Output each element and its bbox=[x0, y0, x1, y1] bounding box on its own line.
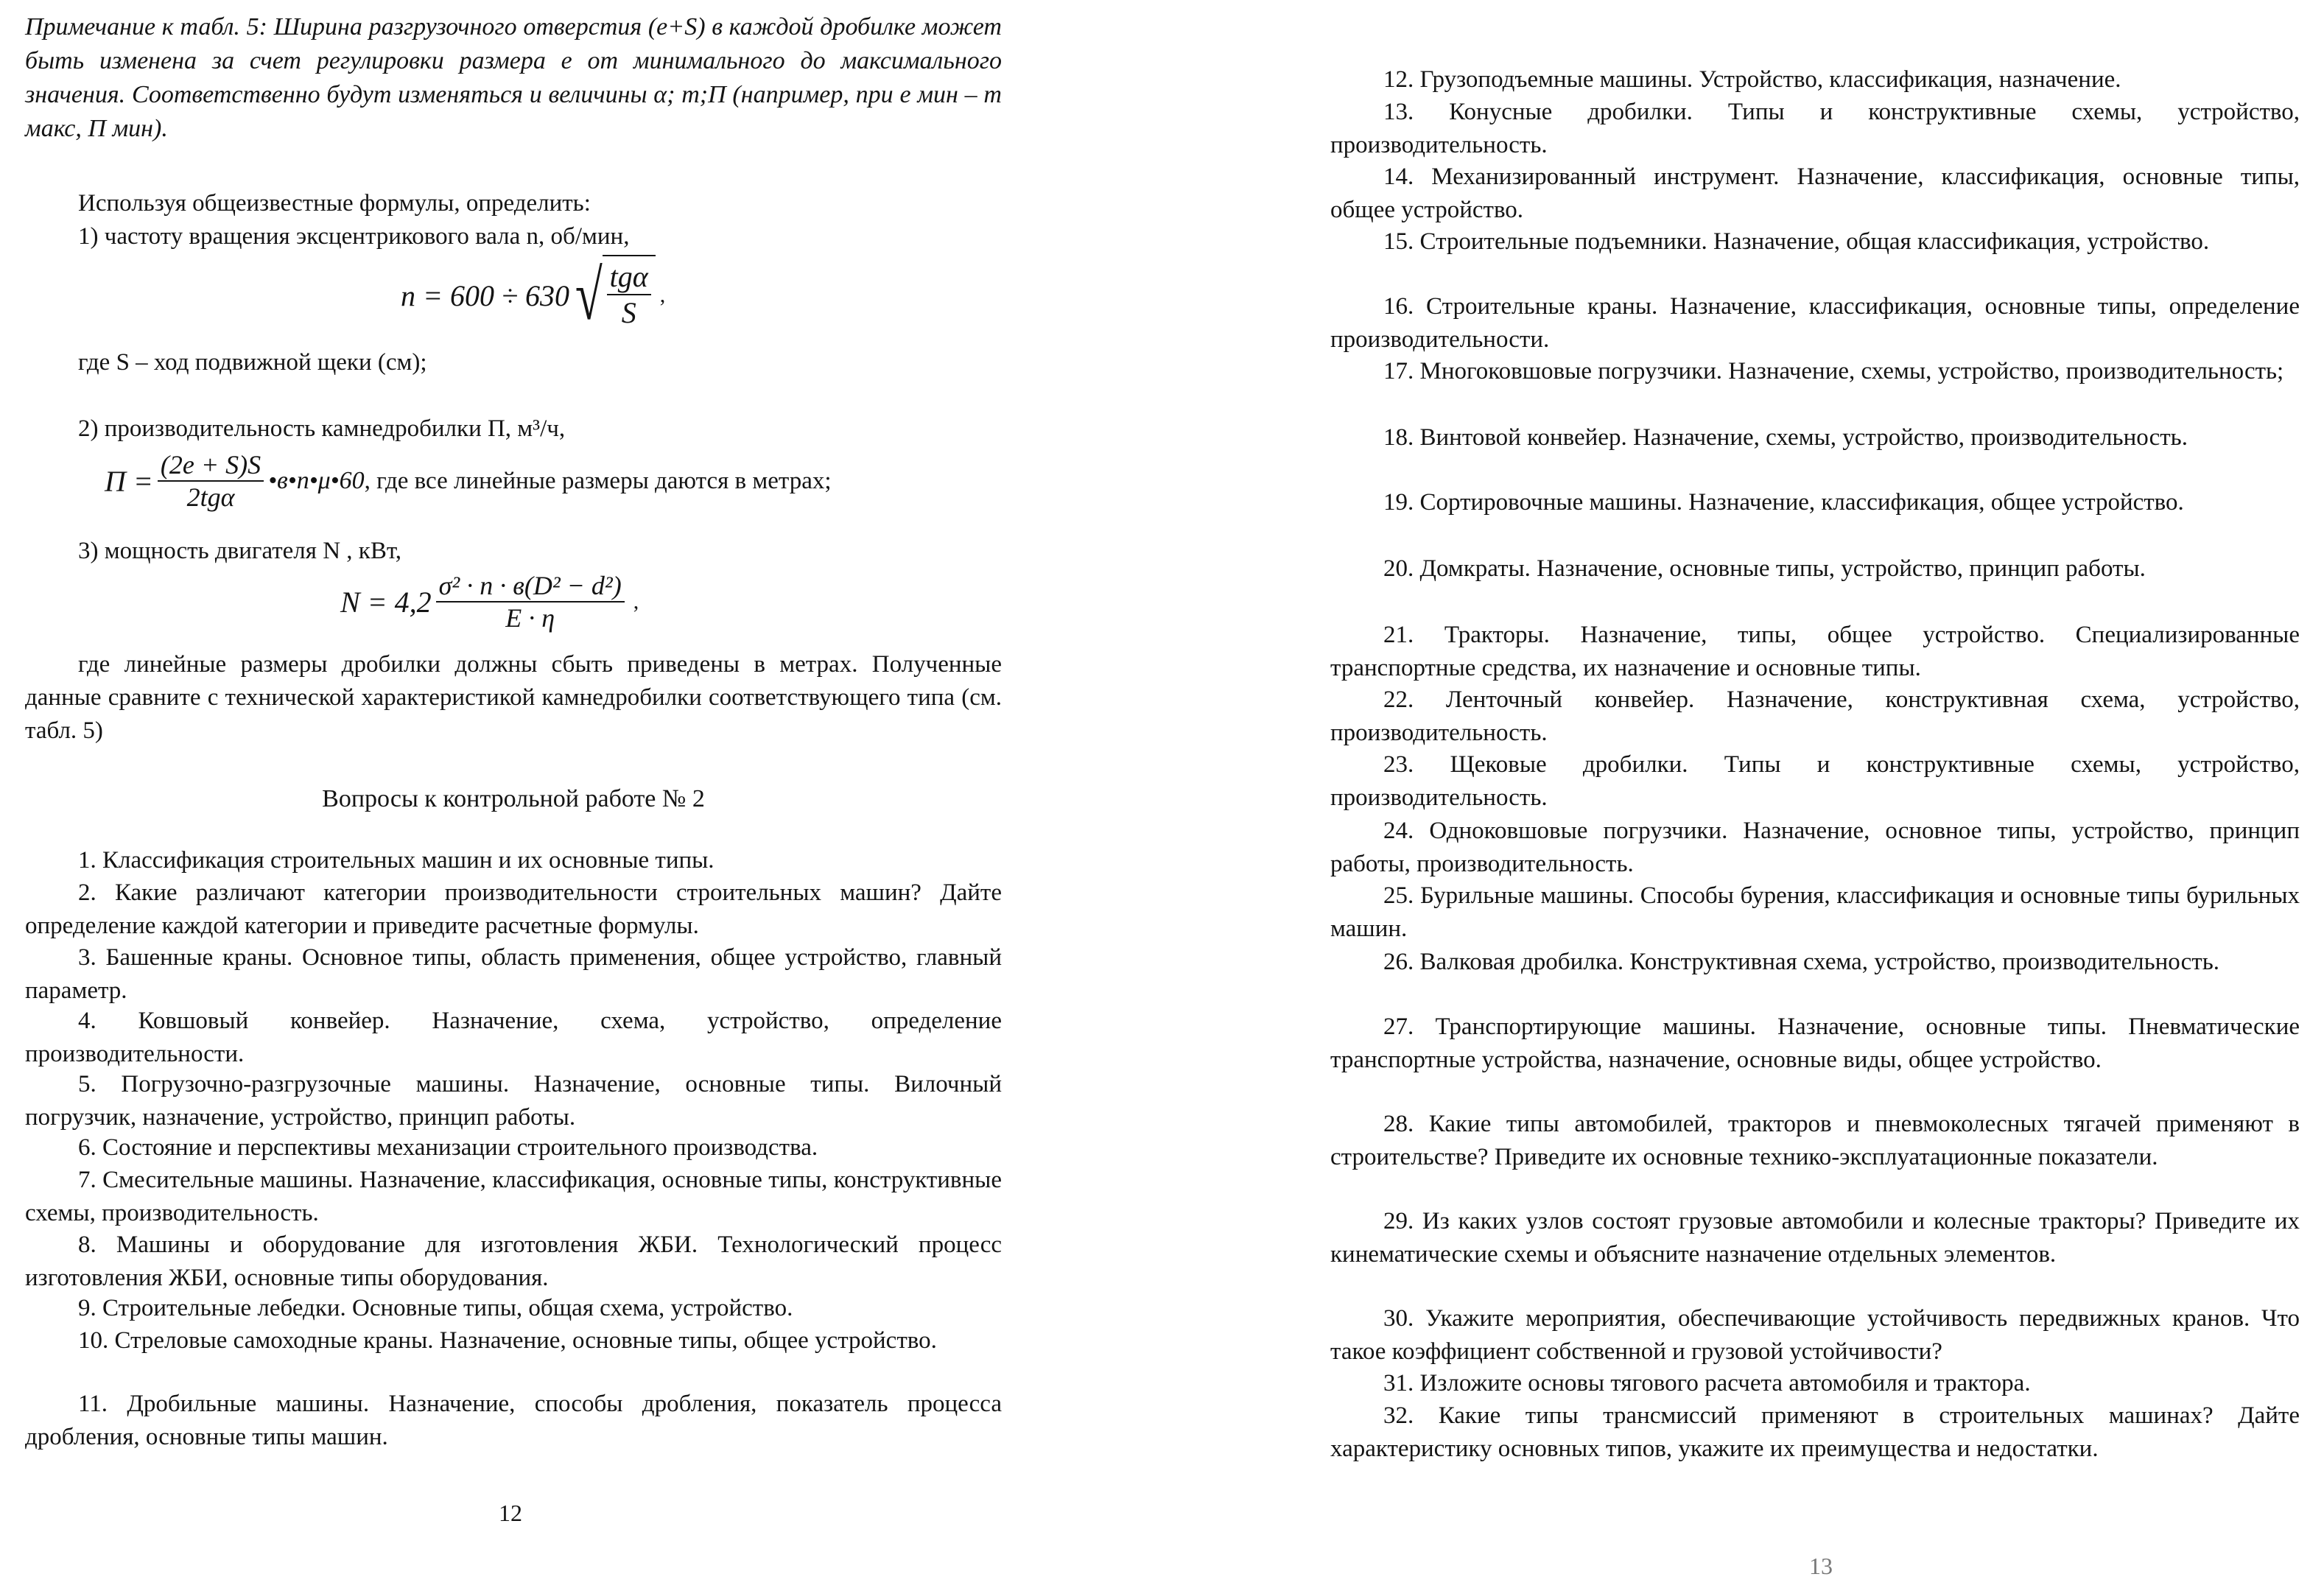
formula-1-fraction bbox=[607, 259, 651, 336]
formula-3-lhs: N = 4,2 bbox=[340, 585, 432, 619]
question-item: 15. Строительные подъемники. Назначение, общая классификация, устройство. bbox=[1383, 228, 2210, 255]
page-number-right: 13 bbox=[1809, 1553, 1833, 1579]
question-item: 10. Стреловые самоходные краны. Назначение, основные типы, общее устройство. bbox=[78, 1327, 937, 1354]
question-item: 8. Машины и оборудование для изготовления ЖБИ. Технологический процесс изготовления ЖБИ, основные типы оборудования. bbox=[25, 1232, 1002, 1291]
formula-1-den: S bbox=[621, 296, 636, 329]
question-item: 5. Погрузочно-разгрузочные машины. Назначение, основные типы. Вилочный погрузчик, назначение, устройство, принцип работы. bbox=[25, 1071, 1002, 1131]
formula-productivity bbox=[105, 449, 832, 513]
formula-motor-power bbox=[340, 570, 639, 633]
formula-2-lhs: П = bbox=[105, 464, 153, 498]
question-item: 4. Ковшовый конвейер. Назначение, схема, устройство, определение производительности. bbox=[25, 1008, 1002, 1067]
question-item: 18. Винтовой конвейер. Назначение, схемы, устройство, производительность. bbox=[1383, 424, 2188, 451]
sqrt-sign: √ $\frac{\text{tgα}}{S}$ bbox=[569, 255, 656, 336]
question-item: 9. Строительные лебедки. Основные типы, общая схема, устройство. bbox=[78, 1295, 793, 1321]
question-item: 6. Состояние и перспективы механизации строительного производства. bbox=[78, 1134, 818, 1161]
formula-rotation-speed bbox=[401, 255, 665, 336]
question-item: 30. Укажите мероприятия, обеспечивающие устойчивость передвижных кранов. Что такое коэффициент собственной и грузовой устойчивости? bbox=[1330, 1305, 2300, 1365]
question-item: 13. Конусные дробилки. Типы и конструктивные схемы, устройство, производительность. bbox=[1330, 99, 2300, 158]
question-item: 27. Транспортирующие машины. Назначение, основные типы. Пневматические транспортные устройства, назначение, основные виды, общее устройство. bbox=[1330, 1013, 2300, 1073]
question-item: 21. Тракторы. Назначение, типы, общее устройство. Специализированные транспортные средства, их назначение и основные типы. bbox=[1330, 622, 2300, 681]
question-item: 19. Сортировочные машины. Назначение, классификация, общее устройство. bbox=[1383, 489, 2184, 516]
formula-1-lhs: n = 600 ÷ 630 bbox=[401, 278, 569, 312]
question-item: 23. Щековые дробилки. Типы и конструктивные схемы, устройство, производительность. bbox=[1330, 751, 2300, 811]
where-s: где S – ход подвижной щеки (см); bbox=[78, 349, 427, 376]
formula-3-num: σ² · n · в(D² − d²) bbox=[436, 570, 625, 602]
question-item: 7. Смесительные машины. Назначение, классификация, основные типы, конструктивные схемы, производительность. bbox=[25, 1167, 1002, 1226]
formulas-intro: Используя общеизвестные формулы, определить: bbox=[78, 190, 591, 217]
question-item: 11. Дробильные машины. Назначение, способы дробления, показатель процесса дробления, основные типы машин. bbox=[25, 1391, 1002, 1450]
question-item: 3. Башенные краны. Основное типы, область применения, общее устройство, главный параметр. bbox=[25, 944, 1002, 1004]
question-item: 12. Грузоподъемные машины. Устройство, классификация, назначение. bbox=[1383, 66, 2121, 93]
item-3: 3) мощность двигателя N , кВт, bbox=[78, 538, 402, 564]
question-item: 28. Какие типы автомобилей, тракторов и пневмоколесных тягачей применяют в строительстве? Приведите их основные технико-эксплуатационные показатели. bbox=[1330, 1111, 2300, 1170]
question-item: 2. Какие различают категории производительности строительных машин? Дайте определение каждой категории и приведите расчетные формулы. bbox=[25, 879, 1002, 939]
question-item: 24. Одноковшовые погрузчики. Назначение, основное типы, устройство, принцип работы, производительность. bbox=[1330, 818, 2300, 877]
table-note: Примечание к табл. 5: Ширина разгрузочного отверстия (е+S) в каждой дробилке может быть изменена за счет регулировки размера е от минимального до максимального значения. Соответственно будут изменяться и величины α; т;П (например, при е мин – т макс, П мин). bbox=[25, 13, 1002, 142]
question-item: 22. Ленточный конвейер. Назначение, конструктивная схема, устройство, производительность. bbox=[1330, 686, 2300, 746]
question-item: 31. Изложите основы тягового расчета автомобиля и трактора. bbox=[1383, 1370, 2031, 1396]
question-item: 26. Валковая дробилка. Конструктивная схема, устройство, производительность. bbox=[1383, 949, 2219, 975]
formula-2-tail: •в•n•μ•60 bbox=[268, 467, 365, 494]
formula-2-fraction bbox=[158, 449, 264, 513]
question-item: 14. Механизированный инструмент. Назначение, классификация, основные типы, общее устройство. bbox=[1330, 164, 2300, 223]
formula-3-tail: , bbox=[633, 589, 639, 614]
formula-2-num: (2e + S)S bbox=[158, 449, 264, 482]
page-number-left: 12 bbox=[499, 1500, 522, 1526]
section-heading: Вопросы к контрольной работе № 2 bbox=[322, 785, 705, 812]
question-item: 16. Строительные краны. Назначение, классификация, основные типы, определение производительности. bbox=[1330, 293, 2300, 353]
formula-3-den: E · η bbox=[505, 603, 555, 633]
question-item: 1. Классификация строительных машин и их основные типы. bbox=[78, 847, 715, 874]
item-1: 1) частоту вращения эксцентрикового вала n, об/мин, bbox=[78, 223, 630, 250]
question-item: 20. Домкраты. Назначение, основные типы, устройство, принцип работы. bbox=[1383, 555, 2146, 582]
question-item: 17. Многоковшовые погрузчики. Назначение, схемы, устройство, производительность; bbox=[1383, 358, 2284, 384]
formula-1-tail: , bbox=[659, 283, 666, 307]
formula-3-fraction bbox=[436, 570, 625, 633]
formula-2-after: , где все линейные размеры даются в метрах; bbox=[364, 467, 832, 494]
question-item: 29. Из каких узлов состоят грузовые автомобили и колесные тракторы? Приведите их кинематические схемы и объясните назначение отдельных элементов. bbox=[1330, 1208, 2300, 1268]
formula-1-num: tgα bbox=[607, 259, 651, 295]
item-2: 2) производительность камнедробилки П, м³/ч, bbox=[78, 415, 566, 442]
question-item: 25. Бурильные машины. Способы бурения, классификация и основные типы бурильных машин. bbox=[1330, 882, 2300, 942]
after-formula-3: где линейные размеры дробилки должны сбыть приведены в метрах. Полученные данные сравните с технической характеристикой камнедробилки соответствующего типа (см. табл. 5) bbox=[25, 651, 1002, 744]
question-item: 32. Какие типы трансмиссий применяют в строительных машинах? Дайте характеристику основных типов, укажите их преимущества и недостатки. bbox=[1330, 1402, 2300, 1462]
formula-2-den: 2tgα bbox=[186, 482, 235, 512]
